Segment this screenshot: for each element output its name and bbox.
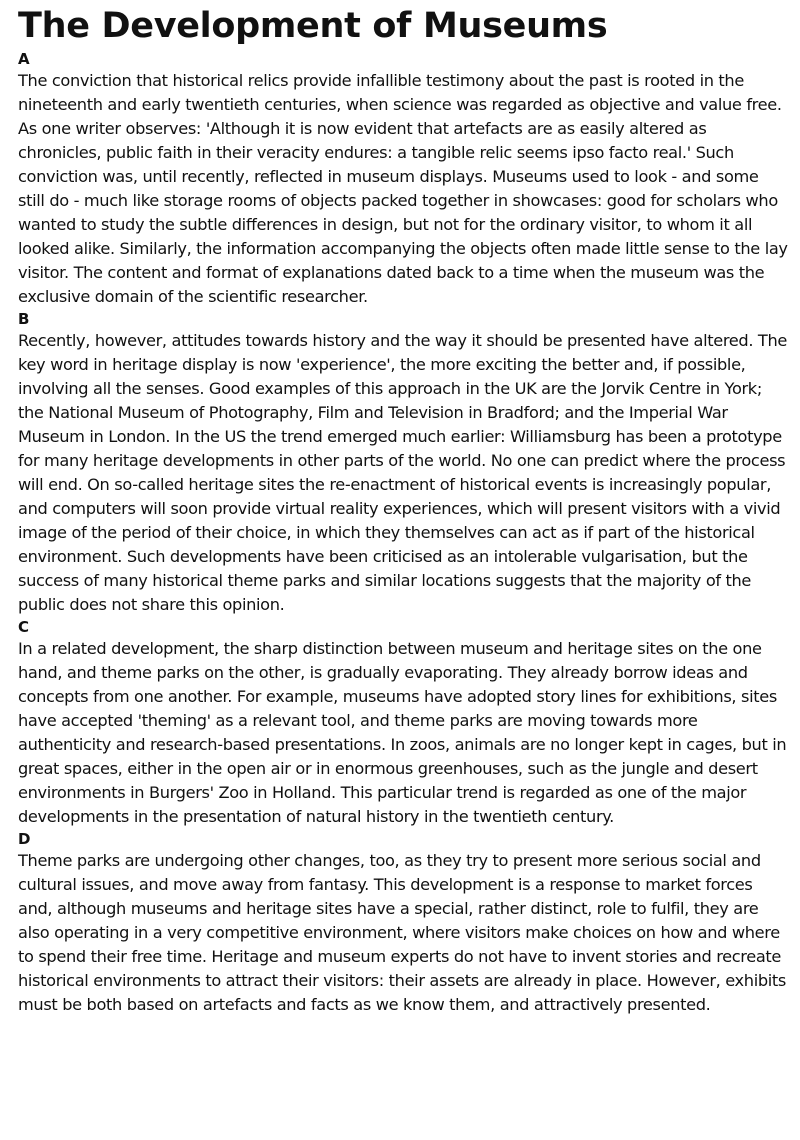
section-paragraph: In a related development, the sharp distinction between museum and heritage sites on the one hand, and theme parks on the other, is gradually evaporating. They already borrow ideas and concepts from one another. For example, museums have adopted story lines for exhibitions, sites have accepted 'theming' as a relevant tool, and theme parks are moving towards more authenticity and research-based presentations. In zoos, animals are no longer kept in cages, but in great spaces, either in the open air or in enormous greenhouses, such as the jungle and desert environments in Burgers' Zoo in Holland. This particular trend is regarded as one of the major developments in the presentation of natural history in the twentieth century. (18, 639, 787, 826)
section-paragraph: Recently, however, attitudes towards history and the way it should be presented have altered. The key word in heritage display is now 'experience', the more exciting the better and, if possible, involving all the senses. Good examples of this approach in the UK are the Jorvik Centre in York; the National Museum of Photography, Film and Television in Bradford; and the Imperial War Museum in London. In the US the trend emerged much earlier: Williamsburg has been a prototype for many heritage developments in other parts of the world. No one can predict where the process will end. On so-called heritage sites the re-enactment of historical events is increasingly popular, and computers will soon provide virtual reality experiences, which will present visitors with a vivid image of the period of their choice, in which they themselves can act as if part of the historical environment. Such developments have been criticised as an intolerable vulgarisation, but the success of many historical theme parks and similar locations suggests that the majority of the public does not share this opinion. (18, 331, 787, 614)
section-c (18, 617, 788, 829)
document-title: The Development of Museums (18, 6, 608, 46)
section-letter: D (18, 830, 31, 848)
document-page (18, 0, 788, 1017)
section-letter: C (18, 618, 30, 636)
section-a (18, 49, 788, 309)
section-letter: A (18, 50, 30, 68)
section-letter: B (18, 310, 30, 328)
section-paragraph: Theme parks are undergoing other changes, too, as they try to present more serious social and cultural issues, and move away from fantasy. This development is a response to market forces and, although museums and heritage sites have a special, rather distinct, role to fulfil, they are also operating in a very competitive environment, where visitors make choices on how and where to spend their free time. Heritage and museum experts do not have to invent stories and recreate historical environments to attract their visitors: their assets are already in place. However, exhibits must be both based on artefacts and facts as we know them, and attractively presented. (18, 851, 786, 1014)
section-paragraph: The conviction that historical relics provide infallible testimony about the past is rooted in the nineteenth and early twentieth centuries, when science was regarded as objective and value free. As one writer observes: 'Although it is now evident that artefacts are as easily altered as chronicles, public faith in their veracity endures: a tangible relic seems ipso facto real.' Such conviction was, until recently, reflected in museum displays. Museums used to look - and some still do - much like storage rooms of objects packed together in showcases: good for scholars who wanted to study the subtle differences in design, but not for the ordinary visitor, to whom it all looked alike. Similarly, the information accompanying the objects often made little sense to the lay visitor. The content and format of explanations dated back to a time when the museum was the exclusive domain of the scientific researcher. (18, 71, 788, 306)
section-d (18, 829, 788, 1017)
section-b (18, 309, 788, 617)
